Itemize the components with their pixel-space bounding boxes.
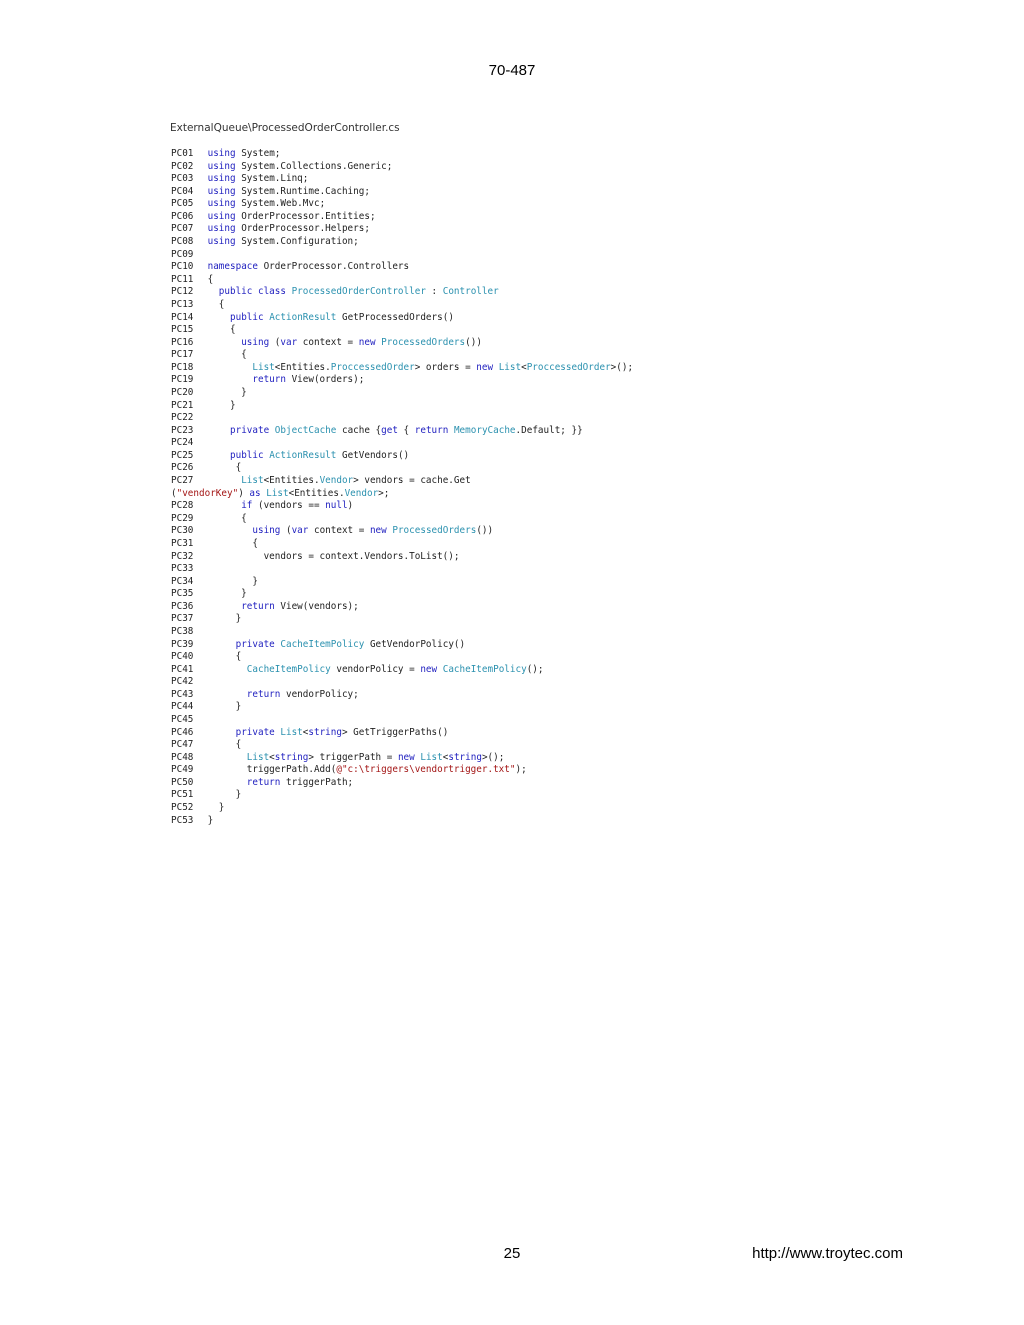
code-listing	[171, 148, 633, 827]
code-line	[171, 261, 633, 274]
line-number: PC39	[171, 638, 194, 650]
line-number: PC53	[171, 814, 194, 826]
line-number: PC34	[171, 575, 194, 587]
code-token: System.Linq;	[235, 173, 309, 185]
code-token: public	[230, 311, 264, 323]
line-number: PC09	[171, 248, 194, 260]
line-number: PC50	[171, 776, 194, 788]
line-number: PC40	[171, 651, 194, 663]
code-token: context =	[297, 336, 359, 348]
line-number: PC45	[171, 714, 194, 726]
code-line	[171, 412, 633, 425]
code-token: Vendor	[344, 487, 379, 499]
code-token	[202, 601, 241, 612]
code-token: if	[241, 500, 253, 512]
code-token: {	[202, 739, 242, 751]
line-number: PC31	[171, 537, 194, 549]
code-line	[171, 689, 633, 702]
code-token: string	[448, 751, 482, 763]
code-token: "vendorKey"	[176, 487, 239, 499]
line-number: PC43	[171, 688, 194, 700]
code-token: using	[207, 148, 236, 159]
code-token: CacheItemPolicy	[246, 663, 331, 675]
code-token: );	[515, 764, 527, 776]
line-number: PC24	[171, 437, 194, 449]
code-token: }	[202, 701, 242, 713]
code-token: <Entities.	[288, 487, 345, 499]
line-number: PC48	[171, 751, 194, 763]
code-token: List	[246, 751, 270, 763]
code-token: private	[235, 726, 275, 738]
code-token	[202, 312, 230, 323]
code-token: }	[202, 588, 247, 600]
code-token: (vendors ==	[252, 500, 326, 512]
code-token: <	[521, 361, 527, 373]
code-token: System.Web.Mvc;	[235, 198, 326, 210]
line-number: PC51	[171, 789, 194, 801]
code-token: ProccessedOrder	[330, 361, 415, 373]
code-line	[171, 752, 633, 765]
code-token: :	[425, 286, 443, 298]
code-token: using	[207, 198, 236, 210]
code-token: private	[230, 424, 270, 436]
code-line	[171, 651, 633, 664]
line-number: PC12	[171, 286, 194, 298]
code-token: ProcessedOrders	[392, 525, 477, 537]
line-number: PC42	[171, 676, 194, 688]
line-number: PC30	[171, 525, 194, 537]
code-line	[171, 299, 633, 312]
code-token: {	[202, 512, 247, 524]
code-line	[171, 588, 633, 601]
code-token: return	[252, 374, 286, 386]
code-token: return	[246, 688, 281, 700]
code-token: using	[207, 210, 236, 222]
code-token: vendorPolicy =	[330, 663, 421, 675]
code-token: new	[397, 751, 415, 763]
line-number: PC22	[171, 412, 194, 424]
code-token: List	[252, 361, 275, 373]
code-token: System.Configuration;	[235, 236, 359, 248]
code-token: {	[202, 349, 247, 361]
code-token: get	[381, 424, 398, 436]
code-line	[171, 198, 633, 211]
line-number: PC44	[171, 701, 194, 713]
line-number: PC10	[171, 261, 194, 273]
code-line	[171, 714, 633, 727]
code-line	[171, 400, 633, 413]
code-token	[202, 337, 241, 348]
code-token: }	[202, 613, 242, 625]
code-token: List	[280, 726, 303, 738]
code-token	[202, 777, 247, 788]
code-line	[171, 211, 633, 224]
code-token: <Entities.	[263, 475, 320, 487]
code-token: using	[207, 160, 236, 172]
code-token: >();	[610, 361, 634, 373]
line-number: PC06	[171, 210, 194, 222]
code-line	[171, 601, 633, 614]
code-token: return	[241, 600, 275, 612]
line-number: PC27	[171, 475, 194, 487]
code-line	[171, 488, 633, 501]
code-token: List	[266, 487, 289, 499]
code-token: using	[207, 236, 236, 248]
code-token: {	[202, 298, 225, 310]
code-token: @"c:\triggers\vendortrigger.txt"	[336, 764, 516, 776]
code-token: <	[442, 751, 449, 763]
code-token	[202, 425, 230, 436]
line-number: PC19	[171, 374, 194, 386]
code-token: <	[269, 751, 275, 763]
line-number: PC28	[171, 500, 194, 512]
code-line	[171, 664, 633, 677]
code-token	[202, 727, 236, 738]
code-token: )	[238, 487, 250, 499]
code-token: {	[202, 651, 242, 663]
line-number: PC32	[171, 550, 194, 562]
code-token: string	[308, 726, 342, 738]
code-token: as	[249, 487, 261, 499]
code-line	[171, 639, 633, 652]
line-number: PC25	[171, 449, 194, 461]
code-line	[171, 362, 633, 375]
code-line	[171, 249, 633, 262]
code-line	[171, 425, 633, 438]
line-number: PC17	[171, 349, 194, 361]
code-token: (	[171, 487, 177, 499]
line-number: PC36	[171, 600, 194, 612]
code-token: {	[397, 424, 415, 436]
code-line	[171, 161, 633, 174]
code-line	[171, 274, 633, 287]
line-number: PC03	[171, 173, 194, 185]
code-token: new	[476, 361, 494, 373]
code-token: View(orders);	[285, 374, 365, 386]
line-number: PC41	[171, 663, 194, 675]
line-number: PC21	[171, 399, 194, 411]
code-line	[171, 626, 633, 639]
line-number: PC29	[171, 512, 194, 524]
code-token: <Entities.	[274, 361, 331, 373]
code-token	[202, 689, 247, 700]
code-token: private	[235, 638, 275, 650]
code-line	[171, 764, 633, 777]
code-token: }	[202, 575, 258, 587]
code-token: MemoryCache	[453, 424, 516, 436]
code-token: > orders =	[414, 361, 477, 373]
code-token: var	[280, 336, 298, 348]
line-number: PC20	[171, 386, 194, 398]
code-token: return	[246, 776, 281, 788]
code-line	[171, 475, 633, 488]
line-number: PC02	[171, 160, 194, 172]
code-token	[202, 450, 230, 461]
code-token: ();	[526, 663, 544, 675]
code-token: using	[252, 525, 281, 537]
code-token: >;	[378, 487, 390, 499]
code-token	[202, 286, 219, 297]
code-token: }	[202, 802, 225, 814]
code-token: (	[280, 525, 292, 537]
code-line	[171, 374, 633, 387]
code-line	[171, 324, 633, 337]
code-token: System;	[235, 148, 281, 159]
code-token: CacheItemPolicy	[280, 638, 365, 650]
code-token: >();	[481, 751, 505, 763]
code-token: (	[269, 336, 281, 348]
code-token: List	[420, 751, 443, 763]
line-number: PC01	[171, 148, 194, 159]
code-line	[171, 462, 633, 475]
code-line	[171, 286, 633, 299]
code-token	[202, 500, 241, 511]
code-line	[171, 500, 633, 513]
page-number: 25	[503, 1245, 521, 1262]
code-token: }	[202, 789, 242, 801]
code-token: <	[302, 726, 309, 738]
line-number: PC11	[171, 273, 194, 285]
code-token: ProcessedOrderController	[291, 286, 426, 298]
page-header-exam-code: 70-487	[488, 62, 536, 79]
code-line	[171, 563, 633, 576]
code-token: triggerPath.Add(	[202, 764, 337, 776]
code-line	[171, 513, 633, 526]
code-token: OrderProcessor.Entities;	[235, 210, 376, 222]
code-line	[171, 437, 633, 450]
code-line	[171, 613, 633, 626]
code-token: null	[325, 500, 348, 512]
code-token: ())	[476, 525, 494, 537]
line-number: PC23	[171, 424, 194, 436]
code-line	[171, 739, 633, 752]
code-token	[202, 525, 252, 536]
code-token: using	[241, 336, 270, 348]
code-line	[171, 802, 633, 815]
code-token: vendorPolicy;	[280, 688, 359, 700]
code-line	[171, 727, 633, 740]
code-token: namespace	[207, 261, 258, 273]
line-number: PC14	[171, 311, 194, 323]
code-line	[171, 789, 633, 802]
code-token: GetVendorPolicy()	[364, 638, 466, 650]
code-line	[171, 349, 633, 362]
line-number: PC16	[171, 336, 194, 348]
code-token: ObjectCache	[274, 424, 337, 436]
line-number: PC07	[171, 223, 194, 235]
code-token: > triggerPath =	[308, 751, 398, 763]
code-token: List	[241, 475, 264, 487]
code-line	[171, 236, 633, 249]
line-number: PC08	[171, 236, 194, 248]
code-token: public class	[218, 286, 286, 298]
code-token: using	[207, 173, 236, 185]
code-token: public	[230, 449, 264, 461]
line-number: PC46	[171, 726, 194, 738]
code-line	[171, 148, 633, 161]
code-token: new	[358, 336, 376, 348]
code-token: context =	[308, 525, 370, 537]
code-line	[171, 223, 633, 236]
code-token: OrderProcessor.Controllers	[257, 261, 410, 273]
footer-url: http://www.troytec.com	[752, 1245, 903, 1262]
line-number: PC33	[171, 563, 194, 575]
code-token: triggerPath;	[280, 776, 354, 788]
code-file-path: ExternalQueue\ProcessedOrderController.cs	[170, 122, 400, 134]
code-token: }	[202, 399, 236, 411]
code-line	[171, 312, 633, 325]
code-line	[171, 450, 633, 463]
code-token: }	[202, 814, 214, 826]
code-token: GetVendors()	[336, 449, 410, 461]
code-token: return	[414, 424, 449, 436]
code-token: ProccessedOrder	[526, 361, 611, 373]
code-token	[202, 752, 247, 763]
code-token: vendors = context.Vendors.ToList();	[202, 550, 460, 562]
code-token: new	[369, 525, 387, 537]
code-token: System.Runtime.Caching;	[235, 185, 370, 197]
line-number: PC52	[171, 802, 194, 814]
code-token: {	[202, 537, 258, 549]
code-token: System.Collections.Generic;	[235, 160, 393, 172]
code-token: View(vendors);	[274, 600, 359, 612]
code-line	[171, 701, 633, 714]
code-token: GetProcessedOrders()	[336, 311, 454, 323]
line-number: PC15	[171, 324, 194, 336]
code-line	[171, 337, 633, 350]
code-token: ActionResult	[269, 311, 337, 323]
code-line	[171, 815, 633, 828]
code-token: )	[347, 500, 354, 512]
line-number: PC04	[171, 185, 194, 197]
code-token: List	[498, 361, 522, 373]
code-line	[171, 173, 633, 186]
code-token: using	[207, 223, 236, 235]
line-number: PC47	[171, 739, 194, 751]
code-token: ActionResult	[269, 449, 337, 461]
line-number: PC49	[171, 764, 194, 776]
code-token: > GetTriggerPaths()	[341, 726, 449, 738]
line-number: PC18	[171, 361, 194, 373]
code-token	[202, 475, 241, 486]
code-token: {	[202, 462, 242, 474]
code-token: OrderProcessor.Helpers;	[235, 223, 370, 235]
line-number: PC05	[171, 198, 194, 210]
code-token: Controller	[442, 286, 499, 298]
code-token: CacheItemPolicy	[442, 663, 527, 675]
code-line	[171, 576, 633, 589]
code-token: string	[274, 751, 309, 763]
code-token	[202, 664, 247, 675]
code-token: ())	[465, 336, 482, 348]
code-token: new	[420, 663, 438, 675]
code-token: .Default; }}	[515, 424, 583, 436]
code-token: var	[291, 525, 309, 537]
line-number: PC38	[171, 625, 194, 637]
code-token	[202, 374, 252, 385]
code-line	[171, 676, 633, 689]
code-token: cache {	[336, 424, 382, 436]
code-line	[171, 551, 633, 564]
code-line	[171, 186, 633, 199]
line-number: PC35	[171, 588, 194, 600]
line-number: PC13	[171, 298, 194, 310]
code-token: {	[202, 273, 214, 285]
code-token: }	[202, 386, 247, 398]
code-line	[171, 525, 633, 538]
code-token	[202, 639, 236, 650]
code-token: ProcessedOrders	[381, 336, 466, 348]
code-token	[202, 362, 252, 373]
line-number: PC26	[171, 462, 194, 474]
code-line	[171, 538, 633, 551]
code-line	[171, 777, 633, 790]
code-token: Vendor	[319, 475, 354, 487]
code-token: using	[207, 185, 236, 197]
code-token: > vendors = cache.Get	[353, 475, 471, 487]
code-line	[171, 387, 633, 400]
line-number: PC37	[171, 613, 194, 625]
code-token: {	[202, 324, 236, 336]
